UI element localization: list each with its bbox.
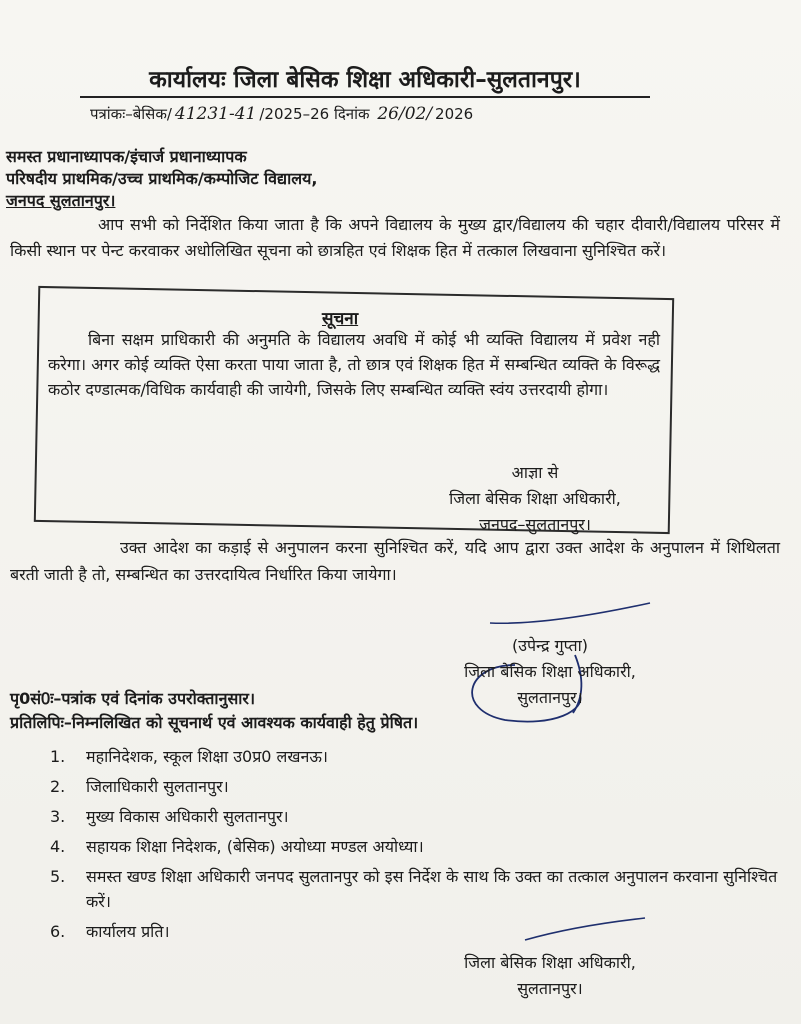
notice-signature [420, 460, 650, 538]
ref-session: /2025–26 दिनांक [259, 105, 370, 123]
endorsement-ref-line: पृ0सं0ः–पत्रांक एवं दिनांक उपरोक्तानुसार। [10, 689, 256, 708]
footer-designation: जिला बेसिक शिक्षा अधिकारी, [464, 953, 636, 972]
list-item: 2. जिलाधिकारी सुलतानपुर। [50, 777, 229, 796]
footer-place: सुलतानपुर। [517, 979, 583, 998]
addressee-line-2: परिषदीय प्राथमिक/उच्च प्राथमिक/कम्पोजिट विद्यालय, [6, 169, 318, 188]
notice-sign-line-1: आज्ञा से [511, 463, 559, 482]
compliance-paragraph: उक्त आदेश का कड़ाई से अनुपालन करना सुनिश्चित करें, यदि आप द्वारा उक्त आदेश के अनुपालन में शिथिलता बरती जाती है तो, सम्बन्धित का उत्तरदायित्व निर्धारित किया जायेगा। [10, 538, 780, 584]
notice-sign-line-2: जिला बेसिक शिक्षा अधिकारी, [449, 489, 621, 508]
list-item: 3. मुख्य विकास अधिकारी सुलतानपुर। [50, 807, 289, 826]
notice-sign-line-3: जनपद–सुलतानपुर। [479, 515, 591, 534]
officer-place: सुलतानपुर। [517, 688, 583, 707]
list-item: 5. समस्त खण्ड शिक्षा अधिकारी जनपद सुलतानपुर को इस निर्देश के साथ कि उक्त का तत्काल अनुपालन करवाना सुनिश्चित करें। [50, 867, 778, 911]
ref-number-handwritten: 41231-41 [174, 104, 257, 124]
officer-designation: जिला बेसिक शिक्षा अधिकारी, [464, 662, 636, 681]
ref-prefix: पत्रांकः–बेसिक/ [90, 105, 172, 123]
officer-signature [440, 633, 660, 711]
footer-signature [430, 950, 670, 1002]
copy-recipient-list [50, 744, 790, 949]
addressee-line-1: समस्त प्रधानाध्यापक/इंचार्ज प्रधानाध्यापक [6, 147, 247, 166]
list-item: 4. सहायक शिक्षा निदेशक, (बेसिक) अयोध्या मण्डल अयोध्या। [50, 837, 424, 856]
endorsement-copy-line: प्रतिलिपिः–निम्नलिखित को सूचनार्थ एवं आवश्यक कार्यवाही हेतु प्रेषित। [10, 713, 419, 732]
list-item: 1. महानिदेशक, स्कूल शिक्षा उ0प्र0 लखनऊ। [50, 747, 328, 766]
office-title: कार्यालयः जिला बेसिक शिक्षा अधिकारी–सुलतानपुर। [80, 62, 650, 98]
officer-name: (उपेन्द्र गुप्ता) [511, 636, 589, 655]
reference-line [90, 103, 473, 125]
date-handwritten: 26/02/ [377, 104, 433, 124]
notice-title: सूचना [322, 309, 359, 329]
date-year: 2026 [435, 105, 474, 123]
list-item: 6. कार्यालय प्रति। [50, 922, 170, 941]
notice-body: बिना सक्षम प्राधिकारी की अनुमति के विद्यालय अवधि में कोई भी व्यक्ति विद्यालय में प्रवेश नही करेगा। अगर कोई व्यक्ति ऐसा करता पाया जाता है, तो छात्र एवं शिक्षक हित में सम्बन्धित व्यक्ति के विरूद्ध कठोर दण्डात्मक/विधिक कार्यवाही की जायेगी, जिसके लिए सम्बन्धित व्यक्ति स्वंय उत्तरदायी होगा। [48, 330, 660, 399]
intro-paragraph: आप सभी को निर्देशित किया जाता है कि अपने विद्यालय के मुख्य द्वार/विद्यालय की चहार दीवारी/विद्यालय परिसर में किसी स्थान पर पेन्ट करवाकर अधोलिखित सूचना को छात्रहित एवं शिक्षक हित में तत्काल लिखवाना सुनिश्चित करें। [10, 215, 780, 260]
addressee-line-3: जनपद सुलतानपुर। [6, 191, 116, 210]
